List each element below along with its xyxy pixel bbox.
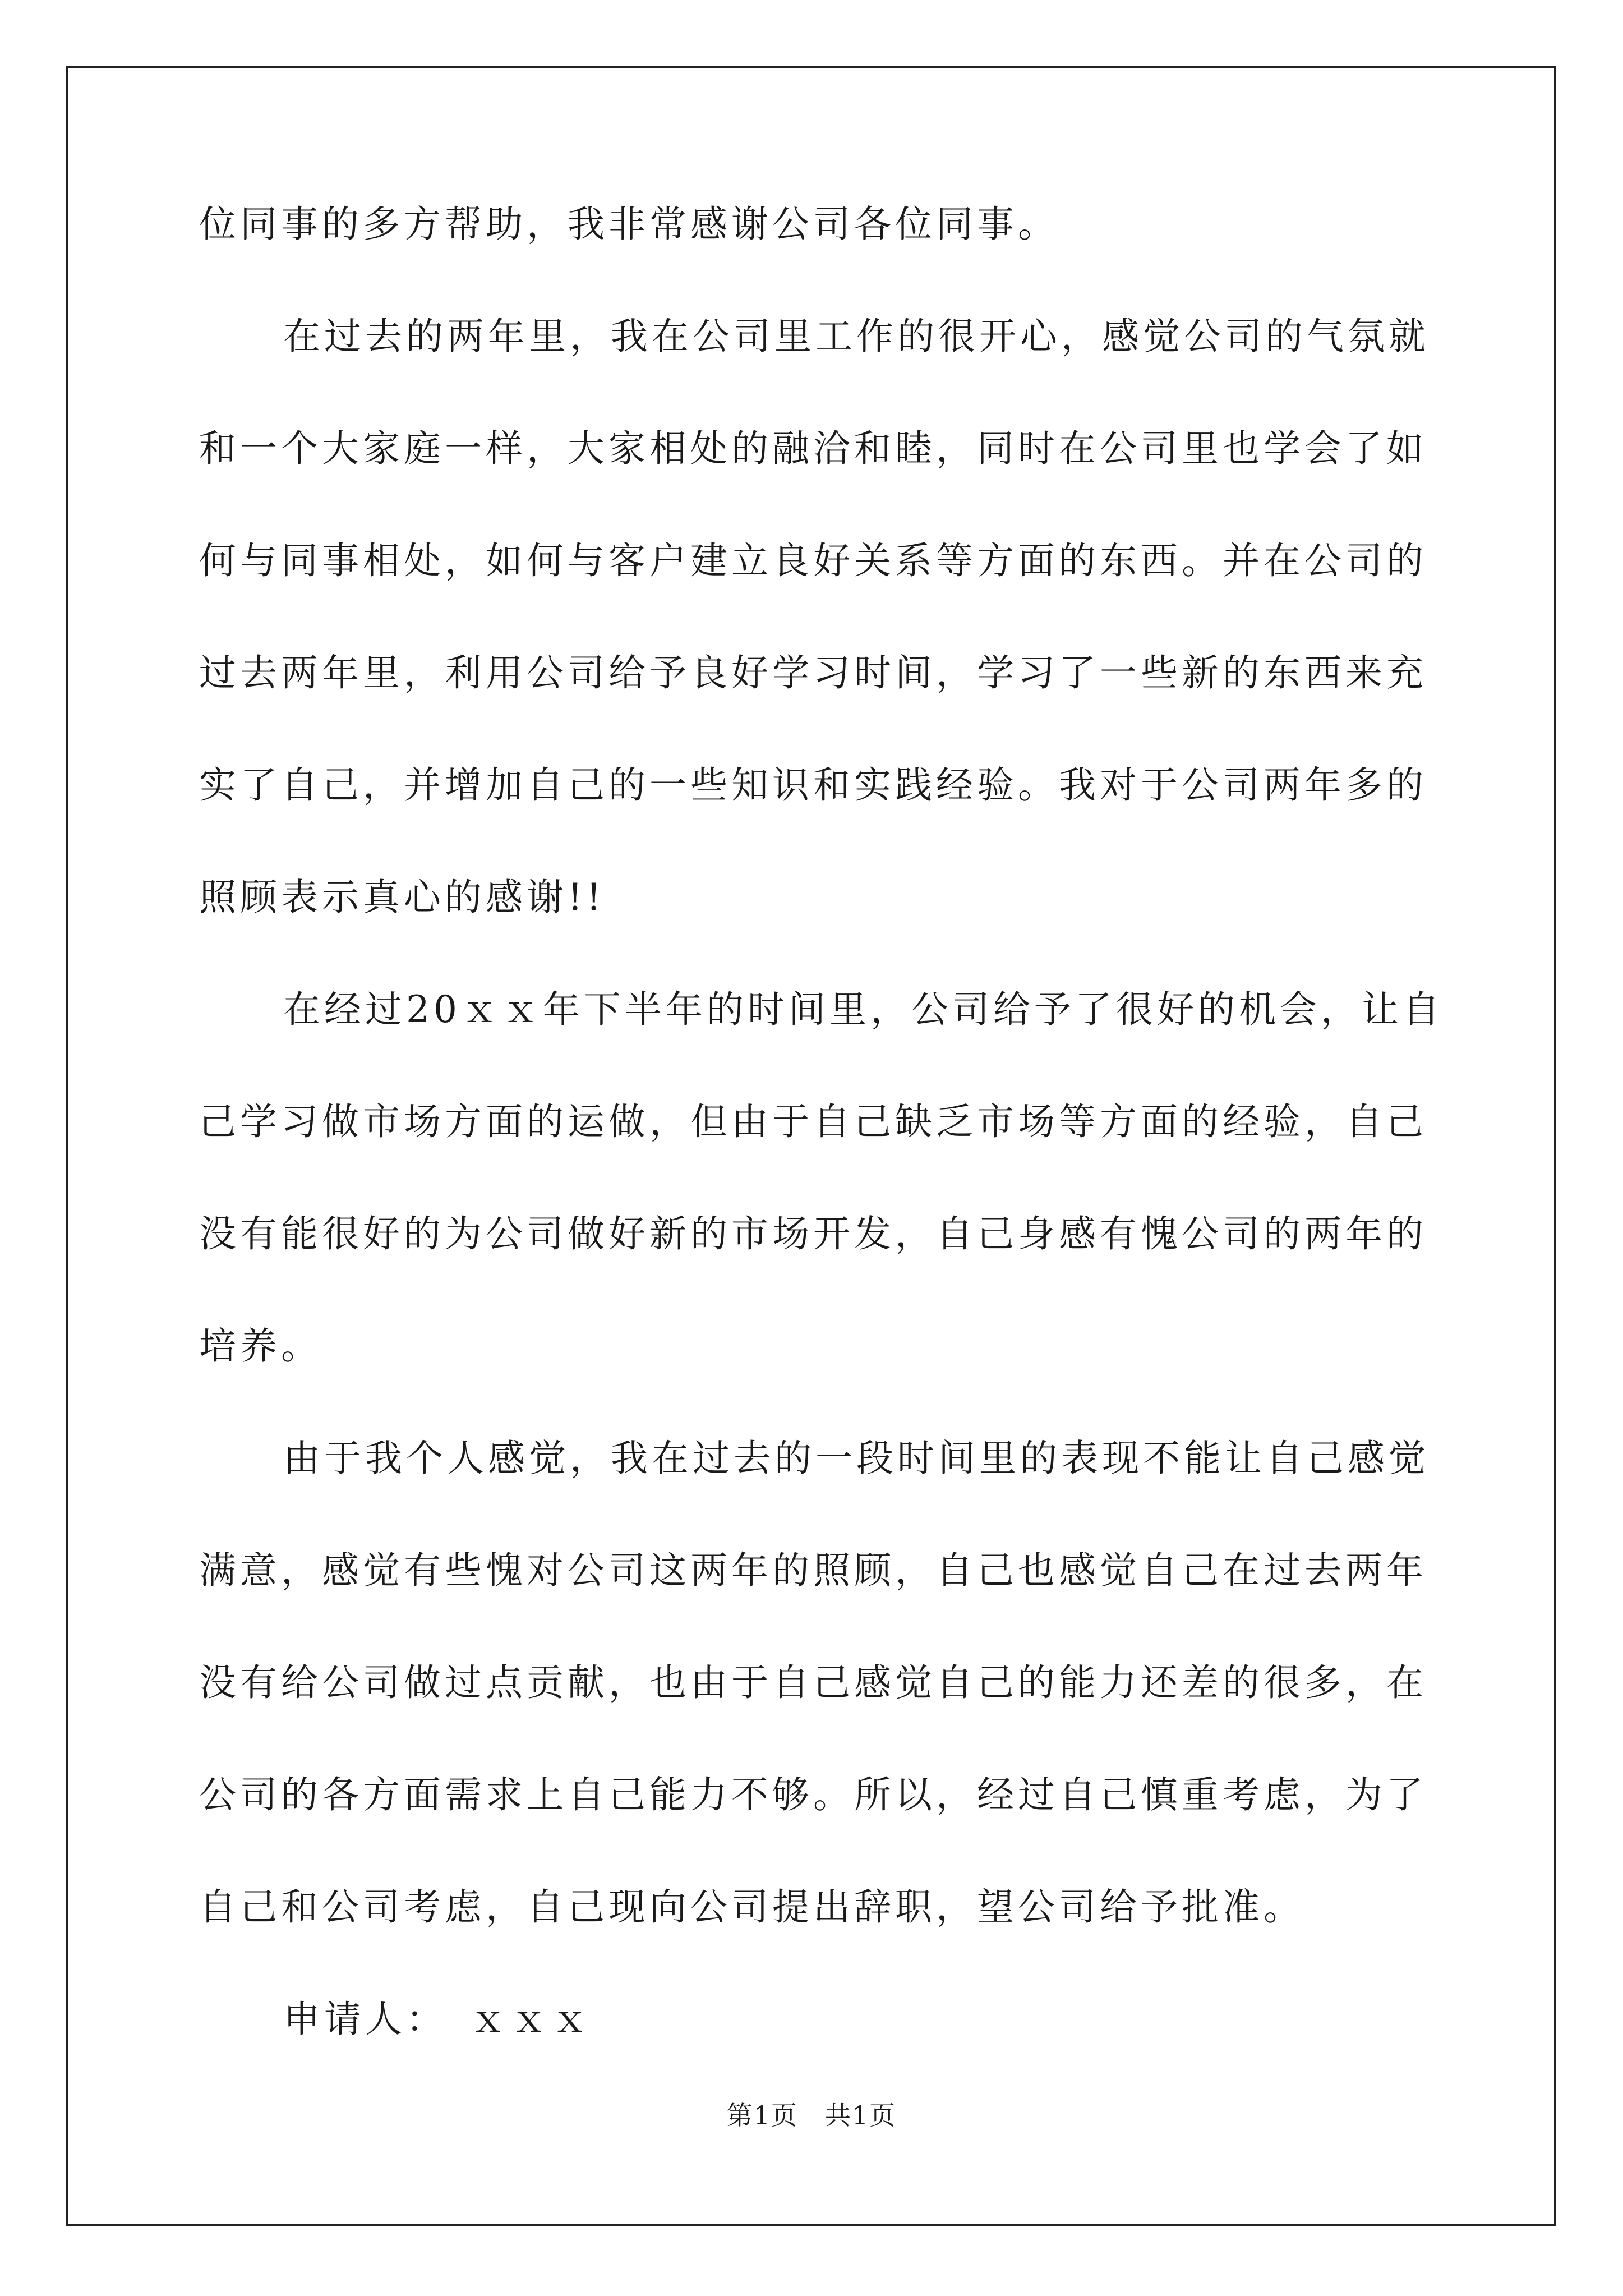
text-line: 和一个大家庭一样，大家相处的融洽和睦，同时在公司里也学会了如	[199, 427, 1427, 470]
paragraph-start-line: 由于我个人感觉，我在过去的一段时间里的表现不能让自己感觉	[283, 1437, 1430, 1480]
text-line: 培养。	[199, 1324, 322, 1368]
paragraph-start-line: 在过去的两年里，我在公司里工作的很开心，感觉公司的气氛就	[283, 315, 1430, 358]
text-line: 自己和公司考虑，自己现向公司提出辞职，望公司给予批准。	[199, 1885, 1304, 1929]
text-line: 没有能很好的为公司做好新的市场开发，自己身感有愧公司的两年的	[199, 1212, 1427, 1255]
text-line: 过去两年里，利用公司给予良好学习时间，学习了一些新的东西来充	[199, 651, 1427, 694]
paragraph-start-line: 在经过20ｘｘ年下半年的时间里，公司给予了很好的机会，让自	[283, 988, 1444, 1031]
text-line: 何与同事相处，如何与客户建立良好关系等方面的东西。并在公司的	[199, 539, 1427, 582]
text-line: 没有给公司做过点贡献，也由于自己感觉自己的能力还差的很多，在	[199, 1661, 1427, 1704]
text-line: 公司的各方面需求上自己能力不够。所以，经过自己慎重考虑，为了	[199, 1773, 1427, 1816]
text-line: 实了自己，并增加自己的一些知识和实践经验。我对于公司两年多的	[199, 763, 1427, 807]
text-line: 满意，感觉有些愧对公司这两年的照顾，自己也感觉自己在过去两年	[199, 1549, 1427, 1592]
signature-line: 申请人： ｘｘｘ	[283, 1998, 592, 2041]
document-body	[199, 202, 1444, 2109]
text-line: 照顾表示真心的感谢!!	[199, 876, 606, 919]
text-line: 位同事的多方帮助，我非常感谢公司各位同事。	[199, 203, 1059, 246]
page-number-footer	[0, 2095, 1623, 2132]
page-label: 第1页 共1页	[726, 2100, 897, 2131]
text-line: 己学习做市场方面的运做，但由于自己缺乏市场等方面的经验，自己	[199, 1100, 1427, 1143]
